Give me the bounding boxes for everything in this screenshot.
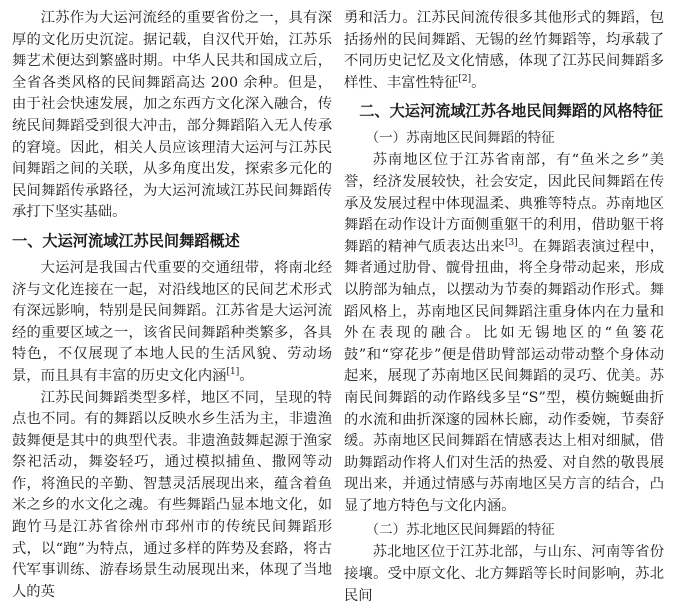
- left-column: [12, 8, 332, 603]
- south-text-a: 苏南地区位于江苏省南部，有“鱼米之乡”美誉，经济发展较快，社会安定，因此民间舞蹈在传承及发展过程中体现温柔、典雅等特点。苏南地区舞蹈在动作设计方面侧重躯干的利用，借助躯干将舞蹈的精神气质表达出来: [344, 152, 664, 255]
- citation-1: [1]: [226, 367, 240, 378]
- citation-2: [2]: [458, 74, 472, 85]
- grand-canal-end: 。: [239, 367, 254, 384]
- section-heading-overview: 一、大运河流域江苏民间舞蹈概述: [12, 231, 240, 250]
- citation-3: [3]: [504, 237, 518, 248]
- dance-types-cont-end: 。: [471, 74, 486, 91]
- dance-types-continuation: [344, 8, 664, 94]
- dance-types-paragraph: 江苏民间舞蹈类型多样，地区不同，呈现的特点也不同。有的舞蹈以反映水乡生活为主，非遗渔鼓舞便是其中的典型代表。非遗渔鼓舞起源于渔家祭祀活动，舞姿轻巧，通过模拟捕鱼、撒网等动作，将渔民的辛勤、智慧灵活展现出来，蕴含着鱼米之乡的水文化之魂。有些舞蹈凸显本地文化，如跑竹马是江苏省徐州市邳州市的传统民间舞蹈形式，以“跑”为特点，通过多样的阵势及套路，将古代军事训练、游春场景生动展现出来，体现了当地人的英: [12, 389, 332, 600]
- subheading-north: （二）苏北地区民间舞蹈的特征: [365, 522, 555, 539]
- dance-types-cont-text: 勇和活力。江苏民间流传很多其他形式的舞蹈，包括扬州的民间舞蹈、无锡的丝竹舞蹈等，均承载了不同历史记忆及文化情感，体现了江苏民间舞蹈多样性、丰富性特征: [344, 10, 664, 91]
- south-jiangsu-paragraph: [344, 150, 664, 517]
- grand-canal-text: 大运河是我国古代重要的交通纽带，将南北经济与文化连接在一起，对沿线地区的民间艺术形式有深远影响，特别是民间舞蹈。江苏省是大运河流经的重要区域之一，该省民间舞蹈种类繁多，各具特色，不仅展现了本地人民的生活风貌、劳动场景，而且具有丰富的历史文化内涵: [12, 259, 332, 384]
- subheading-south: （一）苏南地区民间舞蹈的特征: [365, 130, 555, 147]
- intro-paragraph: 江苏作为大运河流经的重要省份之一，具有深厚的文化历史沉淀。据记载，自汉代开始，江苏乐舞艺术便达到繁盛时期。中华人民共和国成立后，全省各类风格的民间舞蹈高达 200 余种。但是，由于社会快速发展，加之东西方文化深入融合，传统民间舞蹈受到很大冲击，部分舞蹈陷入无人传承的窘境。因此，相关人员应该理清大运河与江苏民间舞蹈之间的关联，从多角度出发，探索多元化的民间舞蹈传承路径，为大运河流域江苏民间舞蹈传承打下坚实基础。: [12, 10, 332, 221]
- section-heading-styles: 二、大运河流域江苏各地民间舞蹈的风格特征: [359, 102, 663, 121]
- grand-canal-paragraph: [12, 258, 332, 388]
- north-jiangsu-paragraph: 苏北地区位于江苏北部，与山东、河南等省份接壤。受中原文化、北方舞蹈等长时间影响，苏北民间: [344, 544, 664, 604]
- south-text-b: 。在舞蹈表演过程中，舞者通过肋骨、髋骨扭曲，将全身带动起来，形成以胯部为轴点，以摆动为节奏的舞蹈动作形式。舞蹈风格上，苏南地区民间舞蹈注重身体内在力量和外在表现的融合。比如无锡地区的“鱼篓花鼓”和“穿花步”便是借助臂部运动带动整个身体动起来，展现了苏南地区民间舞蹈的灵巧、优美。苏南民间舞蹈的动作路线多呈“S”型，模仿蜿蜒曲折的水流和曲折深邃的园林长廊，动作委婉，节奏舒缓。苏南地区民间舞蹈在情感表达上相对细腻，借助舞蹈动作将人们对生活的热爱、对自然的敬畏展现出来，并通过情感与苏南地区吴方言的结合，凸显了地方特色与文化内涵。: [344, 238, 665, 514]
- right-column: [344, 8, 664, 607]
